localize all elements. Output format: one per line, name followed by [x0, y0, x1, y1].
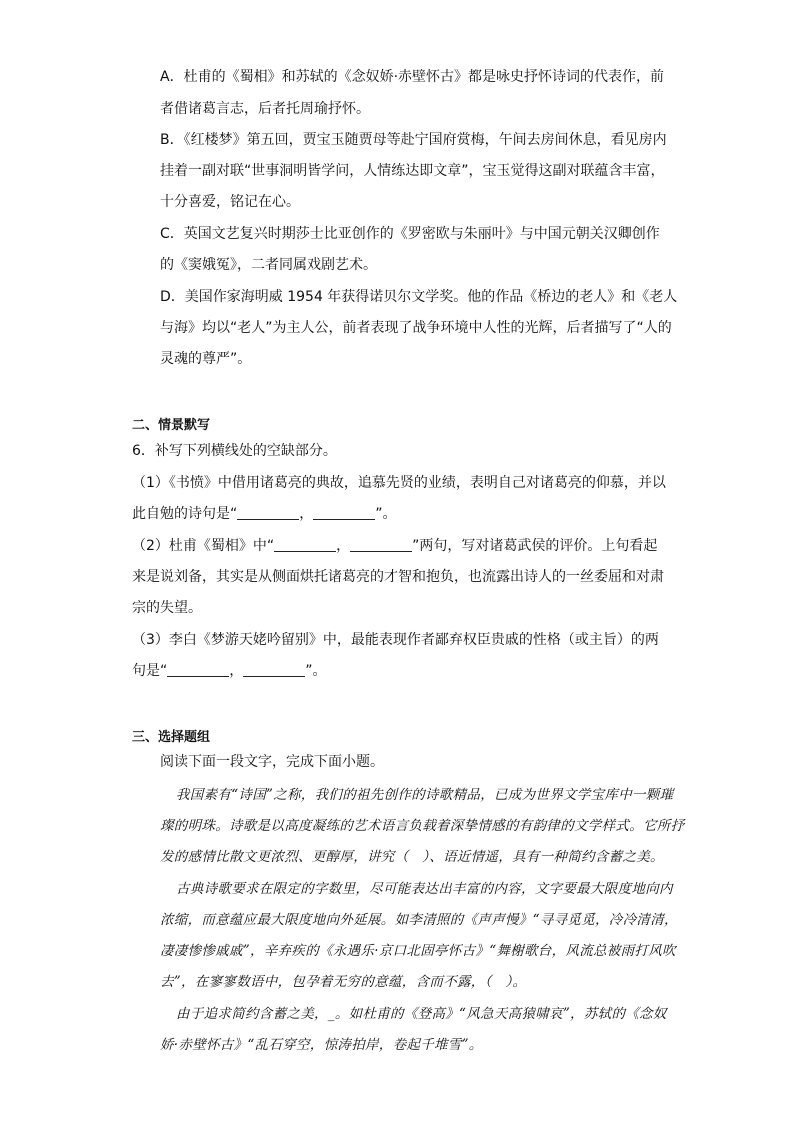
option-c-line-1: C．英国文艺复兴时期莎士比亚创作的《罗密欧与朱丽叶》与中国元朝关汉卿创作 [160, 226, 660, 242]
q3-comma: ， [229, 663, 244, 679]
q1-line-2 [132, 505, 397, 523]
question-6: 6．补写下列横线处的空缺部分。 [132, 443, 337, 459]
option-d-line-3: 灵魂的尊严”。 [160, 351, 252, 367]
q1-suffix: ”。 [375, 506, 397, 522]
section-2-heading: 二、情景默写 [132, 418, 211, 433]
q2-line-3: 宗的失望。 [132, 600, 202, 616]
passage-p3-line-1: 由于追求简约含蓄之美，_。如杜甫的《登高》“风急天高猿啸哀”，苏轼的《念奴 [176, 1006, 667, 1022]
q3-line-1: （3）李白《梦游天姥吟留别》中，最能表现作者鄙弃权臣贵戚的性格（或主旨）的两 [132, 632, 659, 648]
q3-prefix: 句是“ [132, 663, 168, 679]
reading-instruction: 阅读下面一段文字，完成下面小题。 [160, 754, 384, 770]
q2-comma: ， [336, 538, 351, 554]
option-b-line-3: 十分喜爱，铭记在心。 [160, 194, 300, 210]
q3-suffix: ”。 [305, 663, 327, 679]
q3-blank-1[interactable] [167, 662, 229, 677]
passage-p1-line-2: 璨的明珠。诗歌是以高度凝练的艺术语言负载着深挚情感的有韵律的文学样式。它所抒 [160, 818, 685, 834]
q1-line-1: （1）《书愤》中借用诸葛亮的典故，追慕先贤的业绩，表明自己对诸葛亮的仰慕，并以 [132, 475, 666, 491]
option-b-line-2: 挂着一副对联“世事洞明皆学问，人情练达即文章”，宝玉觉得这副对联蕴含丰富， [160, 163, 665, 179]
passage-p1-line-1: 我国素有“诗国”之称，我们的祖先创作的诗歌精品，已成为世界文学宝库中一颗璀 [176, 787, 674, 803]
option-c-line-2: 的《窦娥冤》，二者同属戏剧艺术。 [160, 257, 377, 273]
passage-p2-line-1: 古典诗歌要求在限定的字数里，尽可能表达出丰富的内容，文字要最大限度地向内 [176, 881, 673, 897]
q2-prefix: （2）杜甫《蜀相》中“ [132, 538, 275, 554]
q2-blank-2[interactable] [350, 537, 412, 552]
q3-blank-2[interactable] [243, 662, 305, 677]
q1-comma: ， [299, 506, 314, 522]
passage-p2-line-2: 浓缩，而意蕴应最大限度地向外延展。如李清照的《声声慢》“寻寻觅觅，冷冷清清， [160, 912, 678, 928]
q3-line-2 [132, 662, 327, 680]
passage-p1-line-3: 发的感情比散文更浓烈、更醇厚，讲究（ ）、语近情遥，具有一种简约含蓄之美。 [160, 849, 664, 865]
q2-line-2: 来是说刘备，其实是从侧面烘托诸葛亮的才智和抱负，也流露出诗人的一丝委屈和对肃 [132, 569, 664, 585]
option-d-line-2: 与海》均以“老人”为主人公，前者表现了战争环境中人性的光辉，后者描写了“人的 [160, 320, 672, 336]
q2-line-1 [132, 537, 657, 555]
option-d-line-1: D．美国作家海明威 1954 年获得诺贝尔文学奖。他的作品《桥边的老人》和《老人 [160, 289, 678, 305]
passage-p2-line-3: 凄凄惨惨戚戚”，辛弃疾的《永遇乐·京口北固亭怀古》“舞榭歌台，风流总被雨打风吹 [160, 943, 676, 959]
q1-blank-2[interactable] [313, 505, 375, 520]
option-a-line-2: 者借诸葛言志，后者托周瑜抒怀。 [160, 101, 370, 117]
section-3-heading: 三、选择题组 [132, 730, 211, 745]
option-b-line-1: B．《红楼梦》第五回，贾宝玉随贾母等赴宁国府赏梅，午间去房间休息，看见房内 [160, 132, 667, 148]
q2-blank-1[interactable] [274, 537, 336, 552]
passage-p2-line-4: 去”，在寥寥数语中，包孕着无穷的意蕴，含而不露，（ ）。 [160, 974, 527, 990]
q1-blank-1[interactable] [237, 505, 299, 520]
q2-suffix: ”两句，写对诸葛武侯的评价。上句看起 [412, 538, 658, 554]
option-a-line-1: A．杜甫的《蜀相》和苏轼的《念奴娇·赤壁怀古》都是咏史抒怀诗词的代表作，前 [160, 69, 665, 85]
q1-prefix: 此自勉的诗句是“ [132, 506, 238, 522]
passage-p3-line-2: 娇·赤壁怀古》“乱石穿空，惊涛拍岸，卷起千堆雪”。 [160, 1037, 483, 1053]
